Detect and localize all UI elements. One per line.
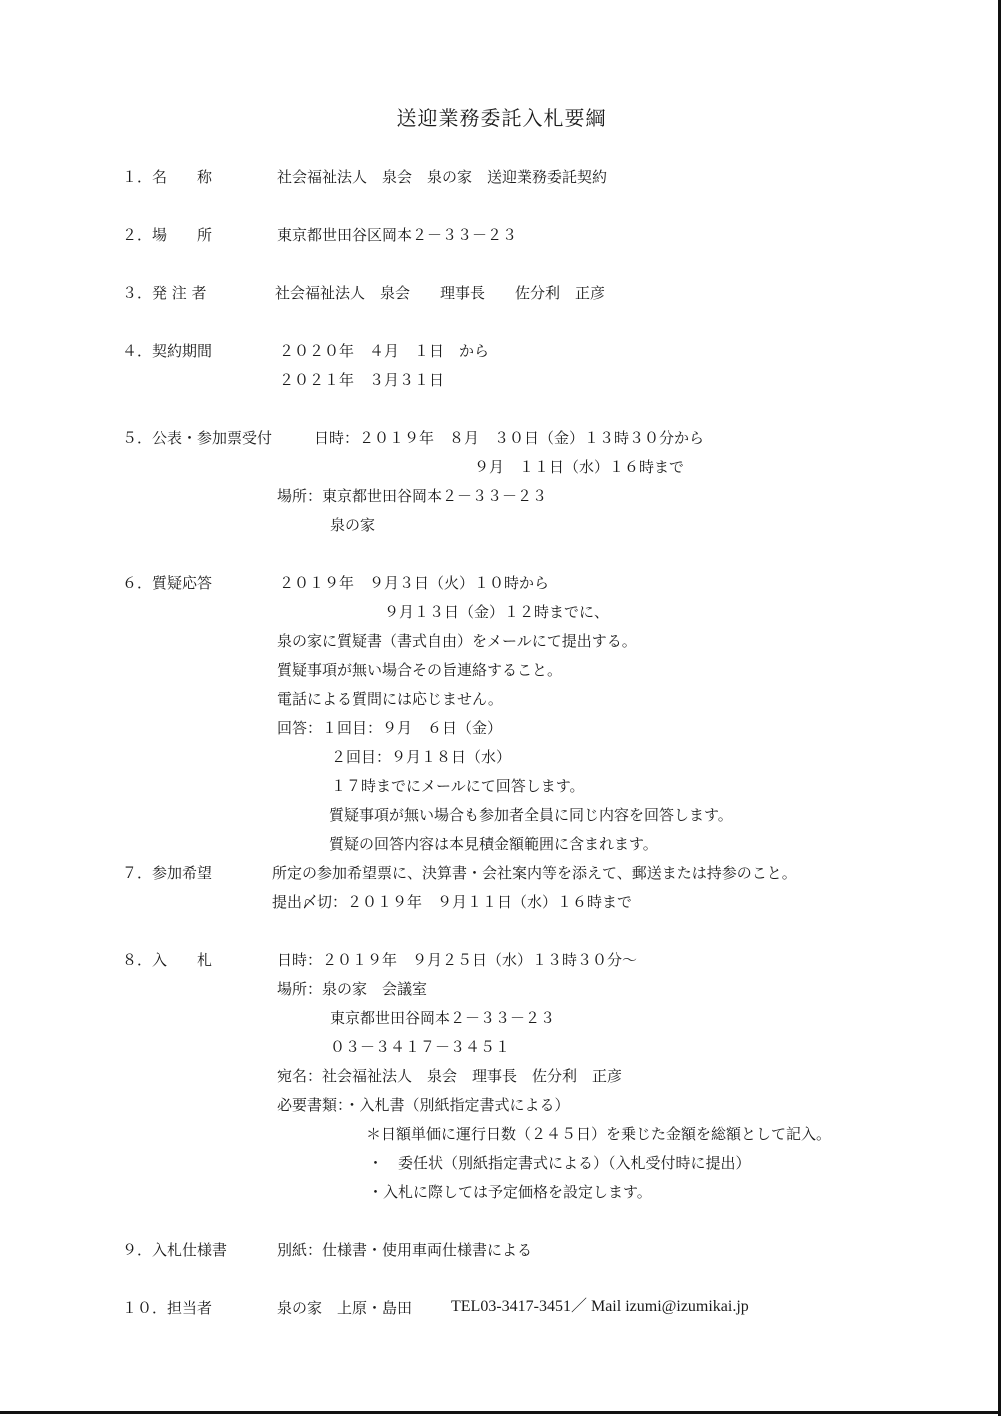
section-9-label: ９．入札仕様書 <box>122 1241 228 1259</box>
section-8-label: ８．入 札 <box>122 951 213 969</box>
section-1-label: １．名 称 <box>122 168 213 186</box>
section-8-line: ・ 委任状（別紙指定書式による）（入札受付時に提出） <box>368 1154 751 1172</box>
section-5-line: 日時：２０１９年 ８月 ３０日（金）１３時３０分から <box>314 429 705 447</box>
section-5-line: ９月 １１日（水）１６時まで <box>474 458 685 476</box>
section-10-tel-mail: TEL03-3417-3451／ Mail izumi@izumikai.jp <box>451 1298 749 1315</box>
section-2-line: 東京都世田谷区岡本２－３３－２３ <box>277 226 518 244</box>
page-edge-bottom <box>0 1411 1001 1414</box>
section-7-label: ７．参加希望 <box>122 864 213 882</box>
section-5-line: 泉の家 <box>330 516 376 534</box>
section-7-line: 提出〆切：２０１９年 ９月１１日（水）１６時まで <box>272 893 633 911</box>
section-6-line: 質疑事項が無い場合その旨連絡すること。 <box>277 661 563 679</box>
section-8-line: 宛名：社会福祉法人 泉会 理事長 佐分利 正彦 <box>277 1067 623 1085</box>
section-3-line: 社会福祉法人 泉会 理事長 佐分利 正彦 <box>275 284 606 302</box>
section-6-line: ２回目：９月１８日（水） <box>331 748 512 766</box>
section-4-label: ４．契約期間 <box>122 342 213 360</box>
section-7-line: 所定の参加希望票に、決算書・会社案内等を添えて、郵送または持参のこと。 <box>272 864 797 882</box>
section-8-line: ０３－３４１７－３４５１ <box>330 1038 511 1056</box>
section-1-line: 社会福祉法人 泉会 泉の家 送迎業務委託契約 <box>277 168 608 186</box>
section-8-line: 日時：２０１９年 ９月２５日（水）１３時３０分～ <box>277 951 638 969</box>
section-6-line: 質疑事項が無い場合も参加者全員に同じ内容を回答します。 <box>329 806 733 824</box>
section-6-line: 質疑の回答内容は本見積金額範囲に含まれます。 <box>329 835 658 853</box>
section-6-label: ６．質疑応答 <box>122 574 213 592</box>
section-2-label: ２．場 所 <box>122 226 213 244</box>
section-8-line: ・入札に際しては予定価格を設定します。 <box>368 1183 652 1201</box>
section-6-line: ９月１３日（金）１２時までに、 <box>384 603 610 621</box>
section-6-line: 電話による質問には応じません。 <box>277 690 503 708</box>
section-6-line: １７時までにメールにて回答します。 <box>331 777 585 795</box>
section-10-label: １０．担当者 <box>122 1299 213 1317</box>
section-8-line: 場所：泉の家 会議室 <box>277 980 428 998</box>
section-5-label: ５．公表・参加票受付 <box>122 429 273 447</box>
document-title: 送迎業務委託入札要綱 <box>396 106 607 130</box>
page-edge-right <box>998 0 1001 1416</box>
section-6-line: 回答：１回目：９月 ６日（金） <box>277 719 503 737</box>
section-4-line: ２０２０年 ４月 １日 から <box>279 342 490 360</box>
section-8-line: 東京都世田谷岡本２－３３－２３ <box>330 1009 556 1027</box>
section-6-line: 泉の家に質疑書（書式自由）をメールにて提出する。 <box>277 632 637 650</box>
section-6-line: ２０１９年 ９月３日（火）１０時から <box>279 574 550 592</box>
section-8-line: ＊日額単価に運行日数（２４５日）を乗じた金額を総額として記入。 <box>366 1125 832 1143</box>
section-4-line: ２０２１年 ３月３１日 <box>279 371 445 389</box>
section-9-line: 別紙：仕様書・使用車両仕様書による <box>277 1241 533 1259</box>
section-8-line: 必要書類：・入札書（別紙指定書式による） <box>277 1096 570 1114</box>
section-10-contact: 泉の家 上原・島田 <box>277 1299 413 1317</box>
section-5-line: 場所：東京都世田谷岡本２－３３－２３ <box>277 487 548 505</box>
section-3-label: ３．発 注 者 <box>122 284 207 302</box>
